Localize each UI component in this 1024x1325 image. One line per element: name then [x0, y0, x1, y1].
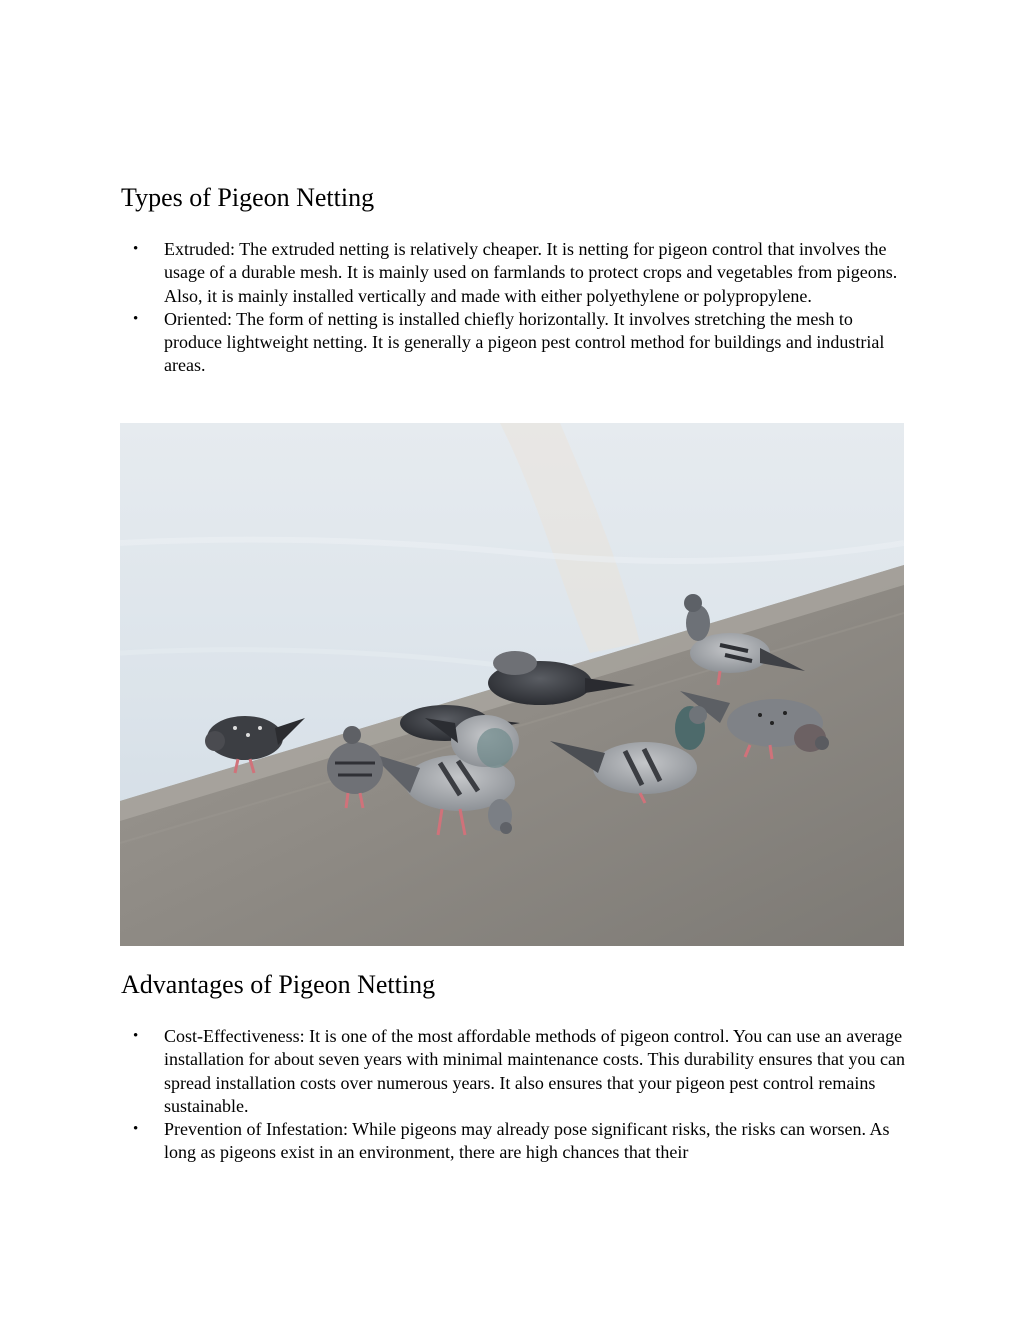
bullet-icon: •: [133, 241, 139, 257]
list-item-text: Prevention of Infestation: While pigeons may already pose significant risks, the risks can worsen. As long as pigeons exist in an environment, there are high chances that their: [164, 1119, 890, 1163]
types-list: [121, 238, 911, 378]
list-item-text: Extruded: The extruded netting is relatively cheaper. It is netting for pigeon control that involves the usage of a durable mesh. It is mainly used on farmlands to protect crops and vegetables from pigeons. Also, it is mainly installed vertically and made with either polyethylene or polypropylene.: [164, 239, 898, 306]
list-item: [121, 1118, 911, 1165]
section-heading-types: Types of Pigeon Netting: [121, 183, 375, 212]
bullet-icon: •: [133, 1121, 139, 1138]
pigeons-photo: [120, 423, 904, 946]
list-item: [121, 238, 911, 308]
list-item-text: Cost-Effectiveness: It is one of the most affordable methods of pigeon control. You can use an average installation for about seven years with minimal maintenance costs. This durability ensures that you can spread installation costs over numerous years. It also ensures that your pigeon pest control remains sustainable.: [164, 1026, 905, 1116]
list-item: [121, 1025, 911, 1118]
section-heading-advantages: Advantages of Pigeon Netting: [121, 970, 436, 999]
bullet-icon: •: [133, 1028, 139, 1044]
advantages-list: [121, 1025, 911, 1165]
bullet-icon: •: [133, 310, 139, 327]
list-item: [121, 308, 911, 378]
list-item-text: Oriented: The form of netting is installed chiefly horizontally. It involves stretching the mesh to produce lightweight netting. It is generally a pigeon pest control method for buildings and industrial areas.: [164, 308, 885, 376]
